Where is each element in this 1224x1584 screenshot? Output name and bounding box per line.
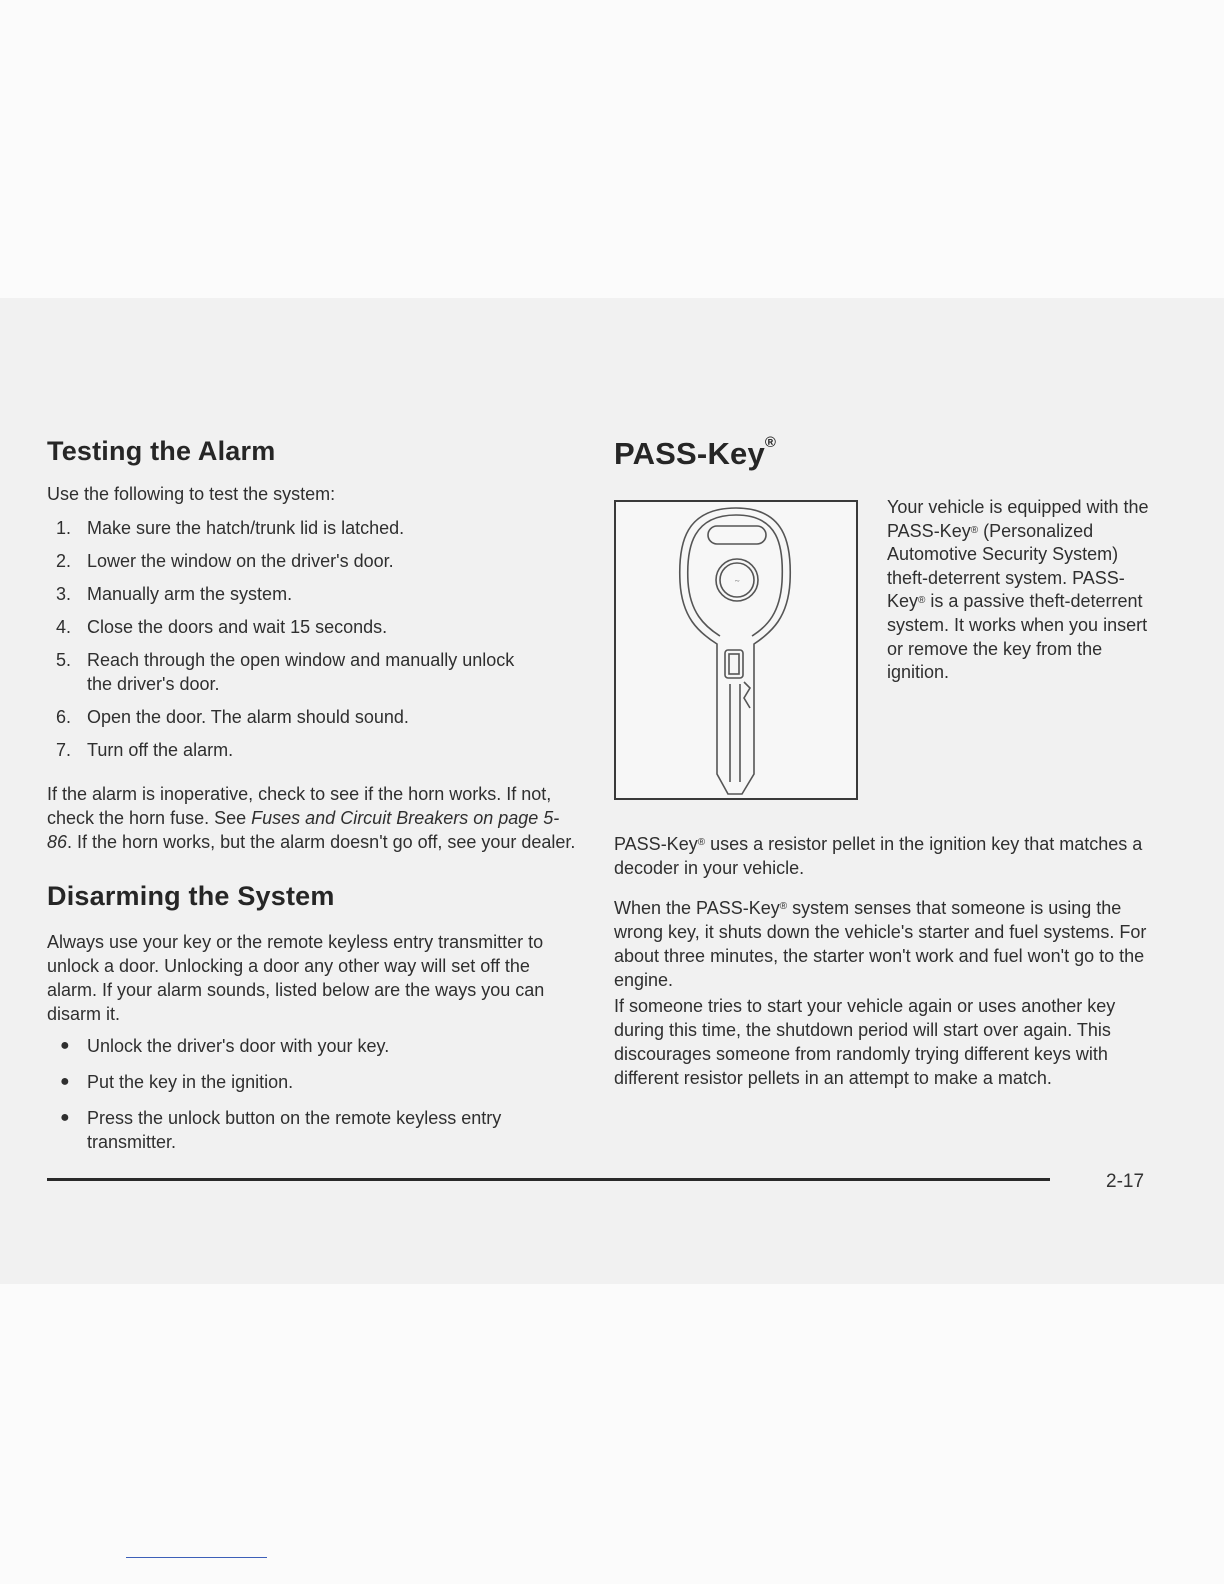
resistor-pellet-paragraph: PASS-Key® uses a resistor pellet in the ignition key that matches a decoder in your vehicle. <box>614 834 1143 878</box>
pass-key-heading: PASS-Key® <box>614 434 777 471</box>
list-item: ● Unlock the driver's door with your key. <box>60 1036 390 1056</box>
disarm-intro-paragraph: Always use your key or the remote keyless entry transmitter to unlock a door. Unlocking a door any other way will set off the alarm. If your alarm sounds, listed below are the ways you can disarm it. <box>47 932 545 1024</box>
wrong-key-paragraph: When the PASS-Key® system senses that someone is using the wrong key, it shuts down the vehicle's starter and fuel systems. For about three minutes, the starter won't work and fuel won't go to the engine. <box>614 898 1147 990</box>
pass-key-description: Your vehicle is equipped with the PASS-Key® (Personalized Automotive Security System) theft-deterrent system. PASS-Key® is a passive theft-deterrent system. It works when you insert or remove the key from the ignition. <box>887 497 1149 683</box>
testing-alarm-heading: Testing the Alarm <box>47 436 276 466</box>
list-item: 6. Open the door. The alarm should sound. <box>56 707 409 727</box>
inoperative-paragraph: If the alarm is inoperative, check to see if the horn works. If not, check the horn fuse. See Fuses and Circuit Breakers on page 5-86. If the horn works, but the alarm doesn't go off, see your dealer. <box>47 784 576 852</box>
list-item: 3. Manually arm the system. <box>56 584 293 604</box>
list-item: 7. Turn off the alarm. <box>56 740 234 760</box>
bullet-icon: ● <box>60 1037 70 1054</box>
testing-intro: Use the following to test the system: <box>47 484 336 504</box>
bullet-icon: ● <box>60 1109 70 1126</box>
key-illustration <box>614 500 858 800</box>
list-item: ● Press the unlock button on the remote keyless entry transmitter. <box>60 1108 502 1152</box>
list-item: 2. Lower the window on the driver's door. <box>56 551 394 571</box>
list-item: 5. Reach through the open window and manually unlock the driver's door. <box>56 650 515 694</box>
disarm-methods-list <box>47 1034 567 1166</box>
fuses-cross-reference-link[interactable]: Fuses and Circuit Breakers on page 5-86 <box>47 808 560 852</box>
ignition-key-icon <box>616 502 856 798</box>
list-item: ● Put the key in the ignition. <box>60 1072 294 1092</box>
shutdown-period-paragraph: If someone tries to start your vehicle again or uses another key during this time, the shutdown period will start over again. This discourages someone from randomly trying different keys with different resistor pellets in an attempt to make a match. <box>614 996 1116 1088</box>
svg-text:~: ~ <box>734 576 740 586</box>
list-item: 1. Make sure the hatch/trunk lid is latched. <box>56 518 405 538</box>
page-number: 2-17 <box>1106 1171 1145 1192</box>
footer-link-underline <box>126 1557 267 1558</box>
testing-steps-list <box>47 516 567 771</box>
list-item: 4. Close the doors and wait 15 seconds. <box>56 617 388 637</box>
footer-divider <box>47 1178 1050 1181</box>
disarming-heading: Disarming the System <box>47 881 335 911</box>
bullet-icon: ● <box>60 1073 70 1090</box>
